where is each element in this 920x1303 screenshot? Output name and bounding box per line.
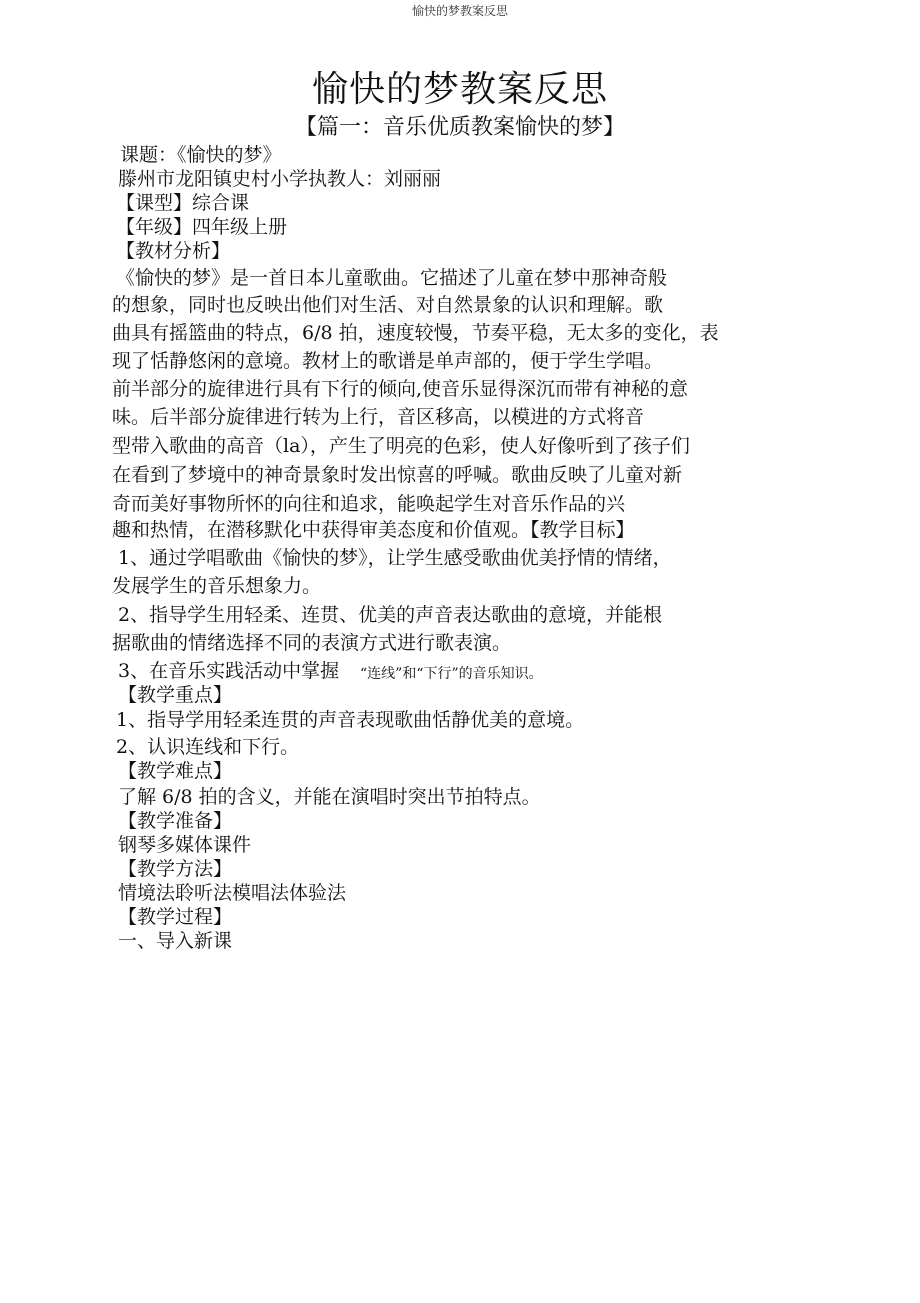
section-heading-process: 【教学过程】 xyxy=(118,906,233,928)
paragraph-line: 前半部分的旋律进行具有下行的倾向,使音乐显得深沉而带有神秘的意 xyxy=(112,378,689,400)
lesson-type-line: 【课型】综合课 xyxy=(116,192,250,214)
section-heading-preparation: 【教学准备】 xyxy=(118,810,233,832)
section-heading-analysis: 【教材分析】 xyxy=(116,240,231,262)
paragraph-line: 味。后半部分旋律进行转为上行，音区移高，以模进的方式将音 xyxy=(112,406,645,428)
key-point-line: 1、指导学用轻柔连贯的声音表现歌曲恬静优美的意境。 xyxy=(116,709,585,731)
objective-line: 据歌曲的情绪选择不同的表演方式进行歌表演。 xyxy=(112,632,512,654)
paragraph-line: 趣和热情，在潜移默化中获得审美态度和价值观。【教学目标】 xyxy=(112,519,635,541)
paragraph-line: 的想象，同时也反映出他们对生活、对自然景象的认识和理解。歌 xyxy=(112,294,664,316)
objective-line: 发展学生的音乐想象力。 xyxy=(112,575,322,597)
paragraph-line: 曲具有摇篮曲的特点，6/8 拍，速度较慢，节奏平稳，无太多的变化，表 xyxy=(112,322,719,344)
paragraph-line: 奇而美好事物所怀的向往和追求，能唤起学生对音乐作品的兴 xyxy=(112,493,626,515)
section-heading-key-points: 【教学重点】 xyxy=(118,684,233,706)
lesson-topic-line: 课题：《愉快的梦》 xyxy=(120,144,282,166)
objective-line: 3、在音乐实践活动中掌握 xyxy=(118,660,340,682)
paragraph-line: 型带入歌曲的高音（la），产生了明亮的色彩，使人好像听到了孩子们 xyxy=(112,435,690,457)
key-point-line: 2、认识连线和下行。 xyxy=(116,736,300,758)
process-step-line: 一、导入新课 xyxy=(118,930,233,952)
objective-line: 2、指导学生用轻柔、连贯、优美的声音表达歌曲的意境，并能根 xyxy=(118,604,663,626)
difficulty-line: 了解 6/8 拍的含义，并能在演唱时突出节拍特点。 xyxy=(118,786,541,808)
grade-line: 【年级】四年级上册 xyxy=(116,216,288,238)
paragraph-line: 在看到了梦境中的神奇景象时发出惊喜的呼喊。歌曲反映了儿童对新 xyxy=(112,464,683,486)
section-heading-methods: 【教学方法】 xyxy=(118,858,233,880)
document-title: 愉快的梦教案反思 xyxy=(311,69,608,110)
paragraph-line: 《愉快的梦》是一首日本儿童歌曲。它描述了儿童在梦中那神奇般 xyxy=(116,267,668,289)
page-header: 愉快的梦教案反思 xyxy=(411,4,508,18)
objective-line-continuation: “连线”和“下行”的音乐知识。 xyxy=(360,666,543,682)
teacher-line: 滕州市龙阳镇史村小学执教人：刘丽丽 xyxy=(118,168,442,190)
preparation-line: 钢琴多媒体课件 xyxy=(118,834,252,856)
methods-line: 情境法聆听法模唱法体验法 xyxy=(118,882,347,904)
objective-line: 1、通过学唱歌曲《愉快的梦》，让学生感受歌曲优美抒情的情绪， xyxy=(118,547,672,569)
section-heading-difficulties: 【教学难点】 xyxy=(118,760,233,782)
document-subtitle: 【篇一：音乐优质教案愉快的梦】 xyxy=(294,115,625,140)
paragraph-line: 现了恬静悠闲的意境。教材上的歌谱是单声部的，便于学生学唱。 xyxy=(112,350,664,372)
